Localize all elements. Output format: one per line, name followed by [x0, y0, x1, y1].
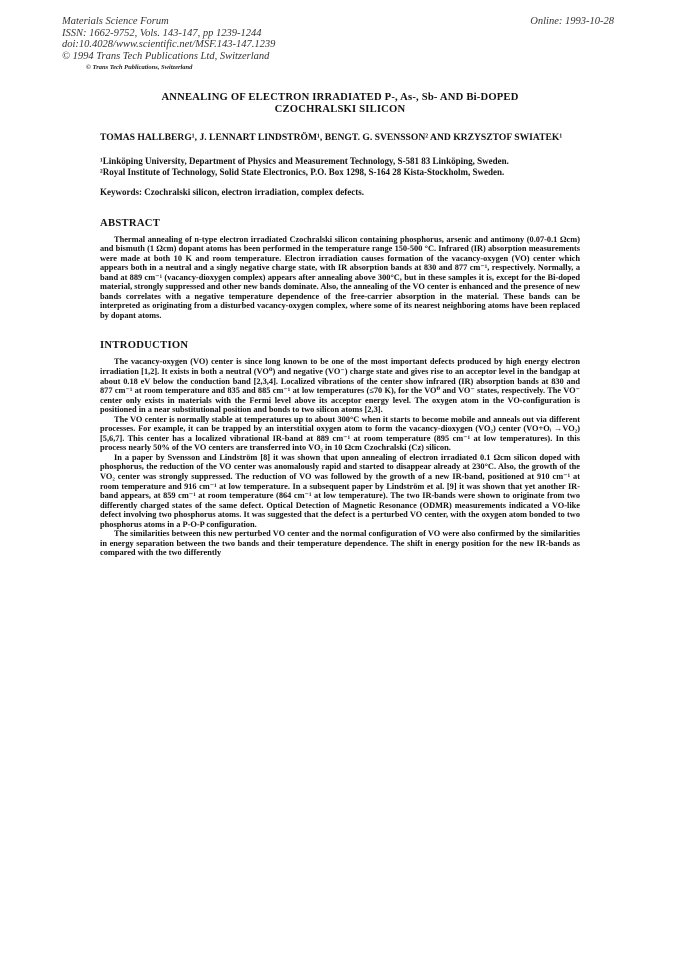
abstract-heading: ABSTRACT [100, 217, 161, 229]
intro-paragraph-3: In a paper by Svensson and Lindström [8] it was shown that upon annealing of electron irradiated 0.1 Ωcm silicon doped with phosphorus, the reduction of the VO center was anomalously rapid and started to disappear already at 230°C. Also, the growth of the VO₂ center was strongly suppressed. The reduction of VO was followed by the growth of a new IR-band, positioned at 910 cm⁻¹ at room temperature and 916 cm⁻¹ at low temperature. In a subsequent paper by Lindström et al. [9] it was shown that yet another IR-band appears, at 859 cm⁻¹ at room temperature (864 cm⁻¹ at low temperature). The two IR-bands were shown to originate from two differently charged states of the same defect. Optical Detection of Magnetic Resonance (ODMR) measurements indicated a VO-like defect involving two phosphorus atoms. It was suggested that the defect is a perturbed VO center, with the oxygen atom bonded to two phosphorus atoms in a P-O-P configuration. [100, 452, 580, 529]
title-line-2: CZOCHRALSKI SILICON [274, 104, 406, 115]
title-line-1: ANNEALING OF ELECTRON IRRADIATED P-, As-, Sb- AND Bi-DOPED [161, 92, 519, 103]
copyright-line: © 1994 Trans Tech Publications Ltd, Switzerland [62, 50, 270, 62]
keywords: Keywords: Czochralski silicon, electron irradiation, complex defects. [100, 187, 365, 197]
online-date: Online: 1993-10-28 [530, 16, 614, 27]
paper-page [100, 92, 580, 558]
intro-paragraph-2: The VO center is normally stable at temperatures up to about 300°C when it starts to become mobile and anneals out via different processes. For example, it can be trapped by an interstitial oxygen atom to form the vacancy-dioxygen (VO₂) center (VO+Oᵢ →VO₂) [5,6,7]. This center has a localized vibrational IR-band at 889 cm⁻¹ at room temperature (895 cm⁻¹ at low temperatures). In this process nearly 50% of the VO centers are transferred into VO₂ in 10 Ωcm Czochralski (Cz) silicon. [100, 414, 580, 453]
affiliation-1: ¹Linköping University, Department of Physics and Measurement Technology, S-581 83 Linköping, Sweden. [100, 156, 509, 166]
journal-name: Materials Science Forum [62, 16, 169, 27]
intro-paragraph-4: The similarities between this new perturbed VO center and the normal configuration of VO were also confirmed by the similarities in energy separation between the two bands and their temperature dependence. The shift in energy position for the new IR-bands as compared with the two differently [100, 529, 580, 558]
paper-title [100, 92, 580, 116]
journal-meta [62, 16, 275, 62]
issn-line: ISSN: 1662-9752, Vols. 143-147, pp 1239-1244 [62, 27, 262, 39]
affiliation-2: ²Royal Institute of Technology, Solid State Electronics, P.O. Box 1298, S-164 28 Kista-Stockholm, Sweden. [100, 166, 505, 177]
doi-link[interactable]: doi:10.4028/www.scientific.net/MSF.143-147.1239 [62, 39, 276, 50]
author-list: TOMAS HALLBERG¹, J. LENNART LINDSTRÖM¹, BENGT. G. SVENSSON² AND KRZYSZTOF SWIATEK¹ [100, 132, 563, 143]
abstract-text: Thermal annealing of n-type electron irradiated Czochralski silicon containing phosphorus, arsenic and antimony (0.07-0.1 Ωcm) and bismuth (1 Ωcm) dopant atoms has been performed in the temperature range 150-500 °C. Infrared (IR) absorption measurements were made at both 10 K and room temperature. Electron irradiation causes formation of the vacancy-oxygen (VO) center which appears both in a neutral and a singly negative charge state, with IR absorption bands at 830 and 877 cm⁻¹, respectively. Normally, a band at 889 cm⁻¹ (vacancy-dioxygen complex) appears after annealing above 300°C, but in these samples it is, except for the Bi-doped material, strongly suppressed and other new bands dominate. Also, the annealing of the VO center is enhanced and the presence of new bands correlates with a negative temperature dependence of the free-carrier absorption in the material. These bands can be interpreted as originating from a disturbed vacancy-oxygen complex, where some of its nearest neighboring atoms have been replaced by dopant atoms. [100, 234, 580, 320]
introduction-heading: INTRODUCTION [100, 340, 189, 352]
publisher-line: © Trans Tech Publications, Switzerland [86, 64, 193, 71]
intro-paragraph-1: The vacancy-oxygen (VO) center is since long known to be one of the most important defects produced by high energy electron irradiation [1,2]. It exists in both a neutral (VO⁰) and negative (VO⁻) charge state and gives rise to an acceptor level in the bandgap at about 0.18 eV below the conduction band [2,3,4]. Localized vibrations of the center show infrared (IR) absorption bands at 830 and 877 cm⁻¹ at room temperature and 835 and 885 cm⁻¹ at low temperatures (≤70 K), for the VO⁰ and VO⁻ states, respectively. The VO⁻ center only exists in materials with the Fermi level above its acceptor energy level. The oxygen atom in the VO-configuration is positioned in a near substitutional position and bonds to two silicon atoms [2,3]. [100, 357, 580, 415]
affiliations [100, 156, 580, 177]
